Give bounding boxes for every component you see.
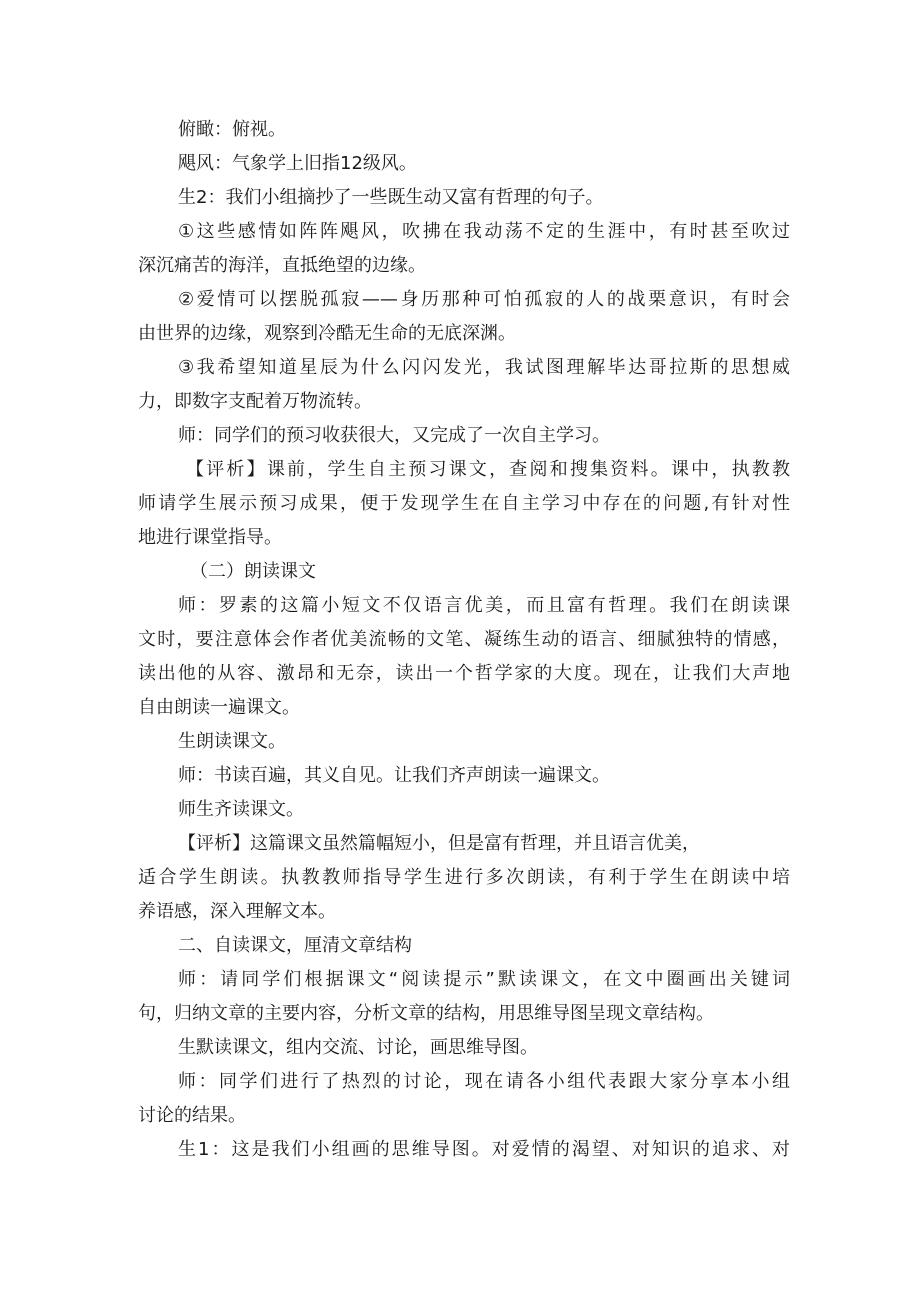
commentary-line: 养语感，深入理解文本。 (138, 901, 336, 922)
text-line: 由世界的边缘，观察到冷酷无生命的无底深渊。 (138, 323, 516, 344)
text-line: 生1：这是我们小组画的思维导图。对爱情的渴望、对知识的追求、对 (178, 1139, 790, 1160)
text-line: 俯瞰：俯视。 (178, 119, 286, 140)
text-line: 自由朗读一遍课文。 (138, 697, 300, 718)
text-line: 生2：我们小组摘抄了一些既生动又富有哲理的句子。 (178, 187, 604, 208)
text-line: 句，归纳文章的主要内容，分析文章的结构，用思维导图呈现文章结构。 (138, 1003, 714, 1024)
text-line: 师：罗素的这篇小短文不仅语言优美，而且富有哲理。我们在朗读课 (178, 595, 790, 616)
text-line: 飓风：气象学上旧指12级风。 (178, 153, 417, 174)
commentary-line: 地进行课堂指导。 (138, 527, 282, 548)
text-line: 师：同学们进行了热烈的讨论，现在请各小组代表跟大家分享本小组 (178, 1071, 790, 1092)
text-line: 力，即数字支配着万物流转。 (138, 391, 372, 412)
text-line: ③我希望知道星辰为什么闪闪发光，我试图理解毕达哥拉斯的思想威 (178, 357, 790, 378)
text-line: 读出他的从容、激昂和无奈，读出一个哲学家的大度。现在，让我们大声地 (138, 663, 790, 684)
text-line: 深沉痛苦的海洋，直抵绝望的边缘。 (138, 255, 426, 276)
commentary-line: 师请学生展示预习成果，便于发现学生在自主学习中存在的问题,有针对性 (138, 493, 790, 514)
section-heading: （二）朗读课文 (190, 561, 316, 582)
commentary-line: 适合学生朗读。执教教师指导学生进行多次朗读，有利于学生在朗读中培 (138, 867, 790, 888)
text-line: 师：同学们的预习收获很大，又完成了一次自主学习。 (178, 425, 610, 446)
text-line: 文时，要注意体会作者优美流畅的文笔、凝练生动的语言、细腻独特的情感， (138, 629, 790, 650)
text-line: 生朗读课文。 (178, 731, 286, 752)
commentary-line: 【评析】这篇课文虽然篇幅短小，但是富有哲理，并且语言优美， (178, 833, 700, 854)
text-line: 讨论的结果。 (138, 1105, 246, 1126)
text-line: 生默读课文，组内交流、讨论，画思维导图。 (178, 1037, 538, 1058)
text-line: ①这些感情如阵阵飓风，吹拂在我动荡不定的生涯中，有时甚至吹过 (178, 221, 790, 242)
section-heading: 二、自读课文，厘清文章结构 (178, 935, 412, 956)
text-line: 师：书读百遍，其义自见。让我们齐声朗读一遍课文。 (178, 765, 610, 786)
text-line: 师生齐读课文。 (178, 799, 304, 820)
text-line: ②爱情可以摆脱孤寂——身历那种可怕孤寂的人的战栗意识，有时会 (178, 289, 790, 310)
commentary-line: 【评析】课前，学生自主预习课文，查阅和搜集资料。课中，执教教 (186, 459, 790, 480)
text-line: 师：请同学们根据课文“阅读提示”默读课文，在文中圈画出关键词 (178, 969, 790, 990)
